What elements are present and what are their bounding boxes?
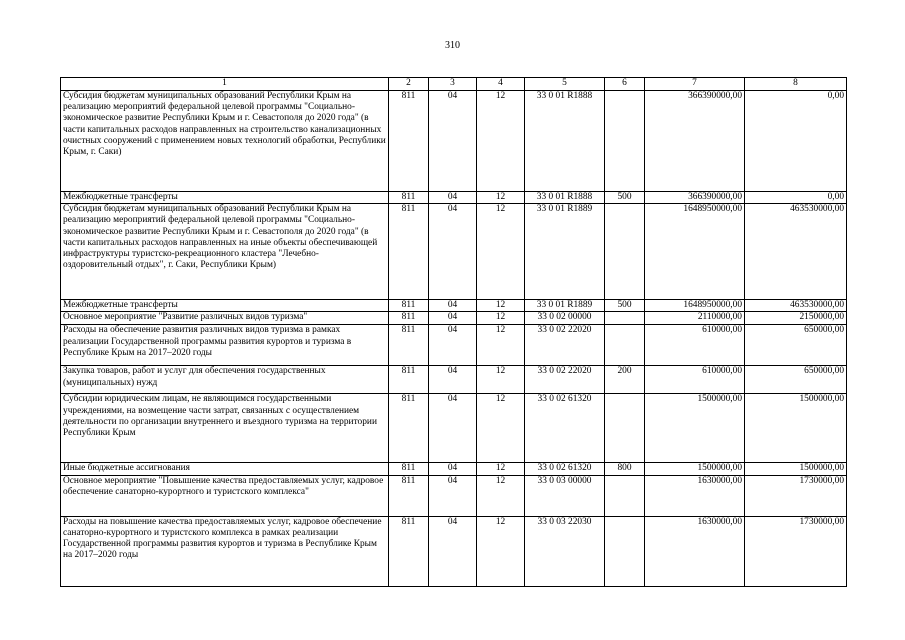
amount-col8-cell: 650000,00: [745, 366, 847, 394]
table-row: [61, 91, 847, 192]
subsection-cell: 12: [477, 475, 525, 516]
amount-col7-cell: 1630000,00: [645, 516, 745, 586]
expense-type-cell: 200: [605, 366, 645, 394]
amount-col7-cell: 1648950000,00: [645, 300, 745, 312]
ministry-code-cell: 811: [389, 475, 429, 516]
amount-col8-cell: 1730000,00: [745, 475, 847, 516]
ministry-code-cell: 811: [389, 204, 429, 300]
ministry-code-cell: 811: [389, 312, 429, 325]
subsection-cell: 12: [477, 192, 525, 204]
target-article-cell: 33 0 02 61320: [525, 463, 605, 475]
item-name-cell: Иные бюджетные ассигнования: [61, 463, 389, 475]
ministry-code-cell: 811: [389, 325, 429, 366]
column-header: 6: [605, 78, 645, 91]
section-cell: 04: [429, 394, 477, 463]
column-number-row: [61, 78, 847, 91]
target-article-cell: 33 0 01 R1888: [525, 91, 605, 192]
amount-col8-cell: 2150000,00: [745, 312, 847, 325]
ministry-code-cell: 811: [389, 394, 429, 463]
amount-col7-cell: 1630000,00: [645, 475, 745, 516]
item-name-cell: Основное мероприятие "Развитие различных видов туризма": [61, 312, 389, 325]
amount-col8-cell: 1730000,00: [745, 516, 847, 586]
column-header: 2: [389, 78, 429, 91]
column-header: 7: [645, 78, 745, 91]
expense-type-cell: 500: [605, 300, 645, 312]
amount-col8-cell: 1500000,00: [745, 394, 847, 463]
amount-col7-cell: 1500000,00: [645, 394, 745, 463]
amount-col7-cell: 1648950000,00: [645, 204, 745, 300]
amount-col7-cell: 610000,00: [645, 366, 745, 394]
subsection-cell: 12: [477, 366, 525, 394]
table-row: [61, 312, 847, 325]
item-name-cell: Межбюджетные трансферты: [61, 300, 389, 312]
amount-col8-cell: 463530000,00: [745, 204, 847, 300]
amount-col7-cell: 366390000,00: [645, 192, 745, 204]
subsection-cell: 12: [477, 300, 525, 312]
table-row: [61, 516, 847, 586]
section-cell: 04: [429, 204, 477, 300]
item-name-cell: Расходы на обеспечение развития различных видов туризма в рамках реализации Государственной программы развития курортов и туризма в Республике Крым на 2017–2020 годы: [61, 325, 389, 366]
table-row: [61, 475, 847, 516]
column-header: 3: [429, 78, 477, 91]
column-header: 4: [477, 78, 525, 91]
amount-col7-cell: 2110000,00: [645, 312, 745, 325]
ministry-code-cell: 811: [389, 91, 429, 192]
ministry-code-cell: 811: [389, 463, 429, 475]
section-cell: 04: [429, 91, 477, 192]
section-cell: 04: [429, 366, 477, 394]
section-cell: 04: [429, 516, 477, 586]
table-row: [61, 463, 847, 475]
expense-type-cell: [605, 475, 645, 516]
subsection-cell: 12: [477, 394, 525, 463]
amount-col8-cell: 463530000,00: [745, 300, 847, 312]
expense-type-cell: [605, 325, 645, 366]
subsection-cell: 12: [477, 516, 525, 586]
target-article-cell: 33 0 02 22020: [525, 325, 605, 366]
table-row: [61, 366, 847, 394]
section-cell: 04: [429, 325, 477, 366]
target-article-cell: 33 0 02 61320: [525, 394, 605, 463]
section-cell: 04: [429, 312, 477, 325]
amount-col8-cell: 0,00: [745, 91, 847, 192]
section-cell: 04: [429, 300, 477, 312]
item-name-cell: Основное мероприятие "Повышение качества предоставляемых услуг, кадровое обеспечение санаторно-курортного и туристского комплекса": [61, 475, 389, 516]
table-row: [61, 300, 847, 312]
target-article-cell: 33 0 01 R1889: [525, 204, 605, 300]
budget-table: [60, 77, 847, 587]
expense-type-cell: [605, 204, 645, 300]
expense-type-cell: 500: [605, 192, 645, 204]
item-name-cell: Субсидии юридическим лицам, не являющимся государственными учреждениями, на возмещение части затрат, связанных с осуществлением деятельности по организации внутреннего и въездного туризма на территории Республики Крым: [61, 394, 389, 463]
amount-col8-cell: 650000,00: [745, 325, 847, 366]
table-row: [61, 325, 847, 366]
target-article-cell: 33 0 01 R1889: [525, 300, 605, 312]
table-body: [61, 91, 847, 587]
table-row: [61, 192, 847, 204]
amount-col7-cell: 366390000,00: [645, 91, 745, 192]
expense-type-cell: [605, 394, 645, 463]
item-name-cell: Расходы на повышение качества предоставляемых услуг, кадровое обеспечение санаторно-курортного и туристского комплекса в рамках реализации Государственной программы развития курортов и туризма в Республике Крым на 2017–2020 годы: [61, 516, 389, 586]
section-cell: 04: [429, 192, 477, 204]
table-row: [61, 204, 847, 300]
page-number: 310: [445, 40, 460, 51]
ministry-code-cell: 811: [389, 366, 429, 394]
amount-col7-cell: 1500000,00: [645, 463, 745, 475]
amount-col8-cell: 1500000,00: [745, 463, 847, 475]
item-name-cell: Закупка товаров, работ и услуг для обеспечения государственных (муниципальных) нужд: [61, 366, 389, 394]
amount-col7-cell: 610000,00: [645, 325, 745, 366]
item-name-cell: Субсидия бюджетам муниципальных образований Республики Крым на реализацию мероприятий федеральной целевой программы "Социально-экономическое развитие Республики Крым и г. Севастополя до 2020 года" (в части капитальных расходов направленных на строительство канализационных очистных сооружений с применением новых технологий обработки, Республики Крым, г. Саки): [61, 91, 389, 192]
target-article-cell: 33 0 02 00000: [525, 312, 605, 325]
section-cell: 04: [429, 463, 477, 475]
ministry-code-cell: 811: [389, 192, 429, 204]
target-article-cell: 33 0 01 R1888: [525, 192, 605, 204]
target-article-cell: 33 0 02 22020: [525, 366, 605, 394]
column-header: 1: [61, 78, 389, 91]
subsection-cell: 12: [477, 204, 525, 300]
amount-col8-cell: 0,00: [745, 192, 847, 204]
expense-type-cell: 800: [605, 463, 645, 475]
column-header: 8: [745, 78, 847, 91]
table-row: [61, 394, 847, 463]
column-header: 5: [525, 78, 605, 91]
subsection-cell: 12: [477, 463, 525, 475]
item-name-cell: Межбюджетные трансферты: [61, 192, 389, 204]
subsection-cell: 12: [477, 312, 525, 325]
ministry-code-cell: 811: [389, 516, 429, 586]
subsection-cell: 12: [477, 325, 525, 366]
expense-type-cell: [605, 91, 645, 192]
subsection-cell: 12: [477, 91, 525, 192]
ministry-code-cell: 811: [389, 300, 429, 312]
target-article-cell: 33 0 03 00000: [525, 475, 605, 516]
section-cell: 04: [429, 475, 477, 516]
expense-type-cell: [605, 516, 645, 586]
expense-type-cell: [605, 312, 645, 325]
item-name-cell: Субсидия бюджетам муниципальных образований Республики Крым на реализацию мероприятий федеральной целевой программы "Социально-экономическое развитие Республики Крым и г. Севастополя до 2020 года" (в части капитальных расходов направленных на иные объекты обеспечивающей инфраструктуры туристско-рекреационного кластера "Лечебно-оздоровительный отдых", г. Саки, Республики Крым): [61, 204, 389, 300]
target-article-cell: 33 0 03 22030: [525, 516, 605, 586]
